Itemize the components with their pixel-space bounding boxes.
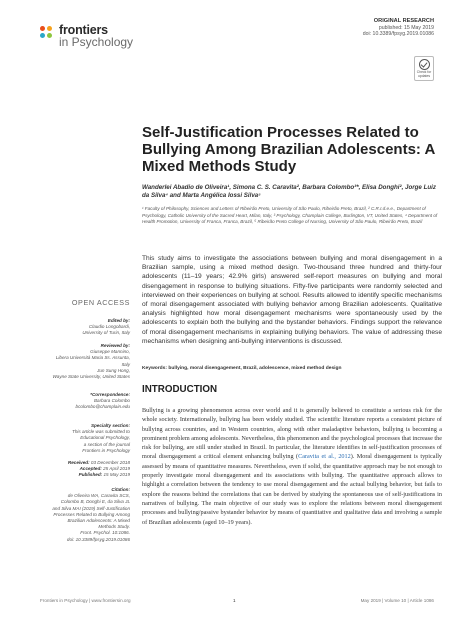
published-label: Published: xyxy=(78,472,103,478)
section-heading-introduction: INTRODUCTION xyxy=(142,384,218,395)
correspondence-label: *Correspondence: xyxy=(90,392,130,397)
specialty-line: Educational Psychology, xyxy=(80,435,130,441)
received-label: Received: xyxy=(67,460,90,465)
footer-issue-info: May 2019 | Volume 10 | Article 1086 xyxy=(360,598,434,603)
abstract: This study aims to investigate the associations between bullying and moral disengagement in a Brazilian sample, using a mixed method design. Two-thousand three hundred and thirty-four adolescents (11–19 years; 42.9% girls) answered self-report measures on bullying and moral disengagement in response to bullying situations. Fifty-five participants were randomly selected and interviewed on their experiences on bullying at school. Results allowed to identify specific mechanisms of moral disengagement associated with bullying behavior among Brazilian adolescents. Qualitative analysis highlighted how moral disengagement mechanisms were spontaneously used by the adolescents to explain both the bullying and the bystander behaviors. Findings support the relevance of moral disengagement mechanisms in explaining bullying behaviors. The value of addressing these mechanisms when designing anti-bullying interventions is discussed. xyxy=(142,255,442,345)
specialty-line: a section of the journal xyxy=(83,441,130,447)
specialty-label: Specialty section: xyxy=(90,423,130,428)
editor-block xyxy=(40,318,130,337)
accepted-label: Accepted: xyxy=(79,466,102,472)
correspondence-block xyxy=(40,392,130,411)
edited-label: Edited by: xyxy=(107,318,130,323)
reviewed-label: Reviewed by: xyxy=(100,343,130,348)
editor-line: University of Turin, Italy xyxy=(82,330,130,336)
citation-line: and Silva MAI (2019) Self-Justification xyxy=(52,505,130,511)
published-date-side: 15 May 2019 xyxy=(103,472,130,478)
article-type: ORIGINAL RESEARCH xyxy=(373,18,434,24)
specialty-line: Frontiers in Psychology xyxy=(82,447,130,453)
reviewer-line: Libera Università Maria Ss. Assunta, xyxy=(55,355,130,361)
doi-link[interactable]: doi: 10.3389/fpsyg.2019.01086 xyxy=(362,31,434,38)
footer-journal-url[interactable]: Frontiers in Psychology | www.frontiersin.org xyxy=(40,598,131,603)
accepted-date: 25 April 2019 xyxy=(103,466,130,472)
introduction-text xyxy=(142,406,442,527)
citation-line: Front. Psychol. 10:1086. xyxy=(80,530,130,536)
dates-block xyxy=(40,460,130,479)
correspondence-name: Barbara Colombo xyxy=(93,398,130,404)
reviewer-line: Italy xyxy=(121,361,130,367)
citation-label: Citation: xyxy=(111,487,130,492)
reviewer-block xyxy=(40,343,130,380)
brand-name: frontiers xyxy=(59,23,108,37)
article-meta xyxy=(363,18,434,38)
author-list: Wanderlei Abadio de Oliveira¹, Simona C. S. Caravita², Barbara Colombo³*, Elisa Donghi², Jorge Luiz da Silva⁴ and Marta Angélica Iossi Silva⁵ xyxy=(142,184,436,199)
citation-line: de Oliveira WA, Caravita SCS, xyxy=(67,493,130,499)
citation-line: Methods Study. xyxy=(98,524,130,530)
page-number: 1 xyxy=(233,598,236,603)
citation-doi[interactable]: doi: 10.3389/fpsyg.2019.01086 xyxy=(66,536,130,542)
affiliations: ¹ Faculty of Philosophy, Sciences and Letters of Ribeirão Preto, University of São Paulo, Ribeirão Preto, Brazil, ² C.R.I.d.e.e., Department of Psychology, Catholic University of the Sacred Heart, Milan, Italy, ³ Psychology, Champlain College, Burlington, VT, United States, ⁴ Department of Health Promotion, University of Franca, Franca, Brazil, ⁵ Ribeirão Preto College of Nursing, University of São Paulo, Ribeirão Preto, Brazil xyxy=(142,206,438,225)
checkmark-icon xyxy=(419,59,430,70)
intro-text-part: ). Moral disengagement is typically assessed by means of quantitative measures. Nevertheless, even if solid, the quantitative approach may be not enough to properly investigate moral disengagement and its associations with bullying. The quantitative approach allows to highlight a correlation between the tendency to use moral disengagement and the actual bullying behavior, but fails to explore the reasons behind the correlations that can be derived by studying the spontaneous use of self-justifications in narratives of bullying. The main objective of our study was to explore the relations between moral disengagement processes and bullying/passive bystander behavior by means of quantitative and qualitative data and involving a sample of Brazilian adolescents (aged 10–19 years). xyxy=(142,453,443,526)
editor-line: Claudio Longobardi, xyxy=(88,324,130,330)
keywords xyxy=(142,366,442,371)
reviewer-line: Giuseppe Mannino, xyxy=(90,349,130,355)
specialty-line: This article was submitted to xyxy=(72,429,130,435)
journal-name: in Psychology xyxy=(59,35,134,49)
reviewer-line: Wayne State University, United States xyxy=(52,374,130,380)
citation-line: Processes Related to Bullying Among xyxy=(53,511,130,517)
intro-text-part: Bullying is a growing phenomenon across over world and it is generally believed to constitute a serious risk for the whole society. Internationally, bullying has been widely studied. The scientific literature reports a consistent picture of bullying across countries, and in Western countries, along with other maladaptive behaviors, bullying is becoming a prominent problem among adolescents. Nevertheless, this phenomenon and the psychological processes that increase the risk for bullying, are still under studied in Brazil. In particular, the literature identifies in self-justification processes of moral disengagement a critical element enhancing bullying ( xyxy=(142,407,442,461)
citation-link[interactable]: Caravita et al., 2012 xyxy=(298,453,351,461)
published-date: published: 15 May 2019 xyxy=(378,24,434,31)
received-date: 03 December 2018 xyxy=(90,460,130,465)
correspondence-email[interactable]: bcolombo@champlain.edu xyxy=(75,404,130,410)
frontiers-logo-icon xyxy=(40,26,54,40)
keywords-label: Keywords: xyxy=(142,366,168,371)
citation-block xyxy=(40,487,130,543)
check-updates-label: Check for updates xyxy=(416,69,432,78)
open-access-label: OPEN ACCESS xyxy=(71,298,130,307)
journal-logo[interactable] xyxy=(40,24,133,48)
citation-line: Brazilian Adolescents: A Mixed xyxy=(67,518,130,524)
check-updates-button[interactable] xyxy=(414,56,434,81)
specialty-block xyxy=(40,423,130,454)
keywords-list: bullying, moral disengagement, Brazil, adolescence, mixed method design xyxy=(168,366,342,371)
reviewer-line: Jun Sung Hong, xyxy=(97,367,130,373)
article-title: Self-Justification Processes Related to Bullying Among Brazilian Adolescents: A Mixed Methods Study xyxy=(142,124,435,175)
citation-line: Colombo B, Donghi E, da Silva JL xyxy=(60,499,130,505)
